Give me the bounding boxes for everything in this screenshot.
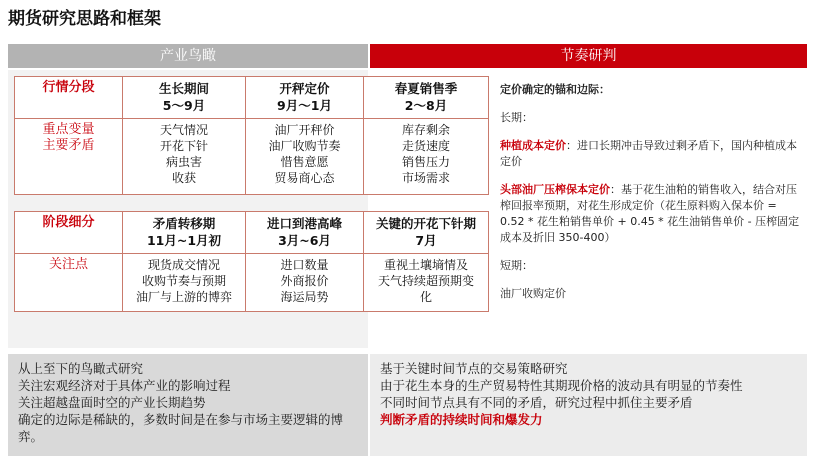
planting-cost-item xyxy=(500,138,800,170)
table-cell: 现货成交情况 收购节奏与预期 油厂与上游的博弈 xyxy=(123,254,246,312)
table-cell xyxy=(246,77,364,119)
phase-period: 5〜9月 xyxy=(162,98,206,113)
short-term-label: 短期： xyxy=(500,259,533,272)
pricing-anchor-panel xyxy=(500,82,800,302)
table-cell: 关键的开花下针期 7月 xyxy=(364,212,489,254)
stage-detail-table xyxy=(14,211,489,312)
table-cell: 进口数量 外商报价 海运局势 xyxy=(246,254,364,312)
table-cell xyxy=(364,77,489,119)
phase-period: 2〜8月 xyxy=(404,98,448,113)
table-row xyxy=(15,254,489,312)
section-header-rhythm-analysis: 节奏研判 xyxy=(370,44,807,68)
page-title: 期货研究思路和框架 xyxy=(8,9,161,29)
bottom-right-summary: 基于关键时间节点的交易策略研究 由于花生本身的生产贸易特性其期现价格的波动具有明显的节奏性 不同时间节点具有不同的矛盾，研究过程中抓住主要矛盾 判断矛盾的持续时间和爆发力 xyxy=(370,354,807,456)
table-row xyxy=(15,77,489,119)
highlight-text: 判断矛盾的持续时间和爆发力 xyxy=(380,412,543,427)
phase-name: 生长期间 xyxy=(158,81,209,96)
market-phase-table xyxy=(14,76,489,195)
table-cell: 油厂开秤价 油厂收购节奏 惜售意愿 贸易商心态 xyxy=(246,119,364,195)
row-label: 行情分段 xyxy=(15,77,123,119)
table-row xyxy=(15,212,489,254)
row-label: 关注点 xyxy=(15,254,123,312)
table-cell: 矛盾转移期 11月~1月初 xyxy=(123,212,246,254)
table-cell xyxy=(123,77,246,119)
crush-breakeven-text: ：基于花生油粕的销售收入，结合对压榨回报率预期，对花生形成定价（花生原料购入保本价 = 0.52 * 花生粕销售单价 + 0.45 * 花生油销售单价 - 压榨固定成本及折旧 350-400） xyxy=(500,183,800,244)
phase-name: 春夏销售季 xyxy=(394,81,458,96)
planting-cost-label: 种植成本定价 xyxy=(500,139,566,152)
mill-purchase-pricing: 油厂收购定价 xyxy=(500,287,566,300)
phase-period: 9月〜1月 xyxy=(277,98,332,113)
crush-breakeven-item xyxy=(500,182,800,246)
row-label: 阶段细分 xyxy=(15,212,123,254)
table-row xyxy=(15,119,489,195)
table-cell: 库存剩余 走货速度 销售压力 市场需求 xyxy=(364,119,489,195)
table-cell: 天气情况 开花下针 病虫害 收获 xyxy=(123,119,246,195)
crush-breakeven-label: 头部油厂压榨保本定价 xyxy=(500,183,610,196)
long-term-label: 长期： xyxy=(500,111,533,124)
pricing-heading: 定价确定的锚和边际： xyxy=(500,83,610,96)
bottom-left-summary: 从上至下的鸟瞰式研究 关注宏观经济对于具体产业的影响过程 关注超越盘面时空的产业长期趋势 确定的边际是稀缺的，多数时间是在参与市场主要逻辑的博弈。 xyxy=(8,354,368,456)
table-cell: 重视土壤墒情及 天气持续超预期变 化 xyxy=(364,254,489,312)
planting-cost-text: ：进口长期冲击导致过剩矛盾下，国内种植成本定价 xyxy=(500,139,797,168)
table-cell: 进口到港高峰 3月~6月 xyxy=(246,212,364,254)
phase-name: 开秤定价 xyxy=(279,81,330,96)
section-header-industry-overview: 产业鸟瞰 xyxy=(8,44,368,68)
row-label: 重点变量 主要矛盾 xyxy=(15,119,123,195)
